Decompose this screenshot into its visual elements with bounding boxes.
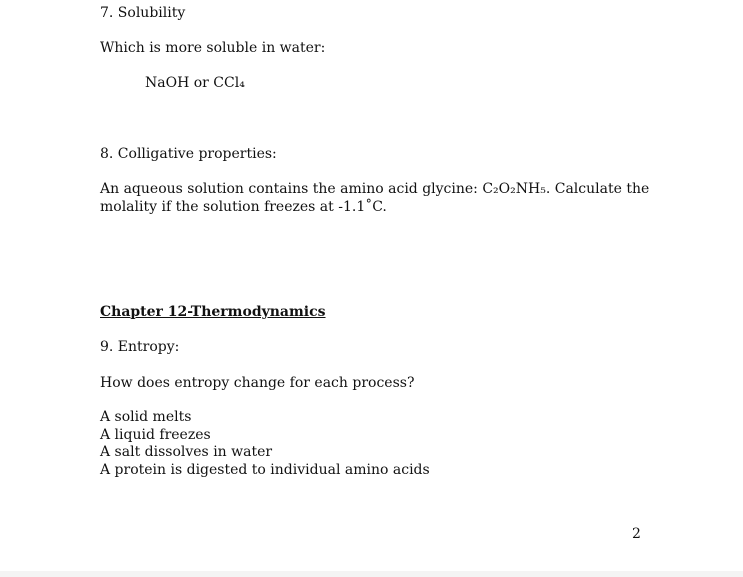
process-item: A liquid freezes xyxy=(100,426,211,443)
page-bottom-edge xyxy=(0,571,743,577)
chapter-heading: Chapter 12-Thermodynamics xyxy=(100,304,326,320)
process-item: A protein is digested to individual amino acids xyxy=(100,462,430,479)
question-8-title: 8. Colligative properties: xyxy=(100,146,277,162)
page-number: 2 xyxy=(632,526,641,542)
question-7-prompt: Which is more soluble in water: xyxy=(100,40,326,56)
process-item: A solid melts xyxy=(100,409,192,425)
question-9-title: 9. Entropy: xyxy=(100,339,180,355)
process-item: A salt dissolves in water xyxy=(100,444,273,461)
question-8-text-line-2: molality if the solution freezes at -1.1˚C. xyxy=(100,199,387,215)
question-9-prompt: How does entropy change for each process? xyxy=(100,375,415,391)
question-7-title: 7. Solubility xyxy=(100,5,186,21)
process-list xyxy=(100,409,430,480)
question-8-text-line-1: An aqueous solution contains the amino acid glycine: C₂O₂NH₅. Calculate the xyxy=(100,181,650,197)
question-7-options: NaOH or CCl₄ xyxy=(145,75,245,91)
